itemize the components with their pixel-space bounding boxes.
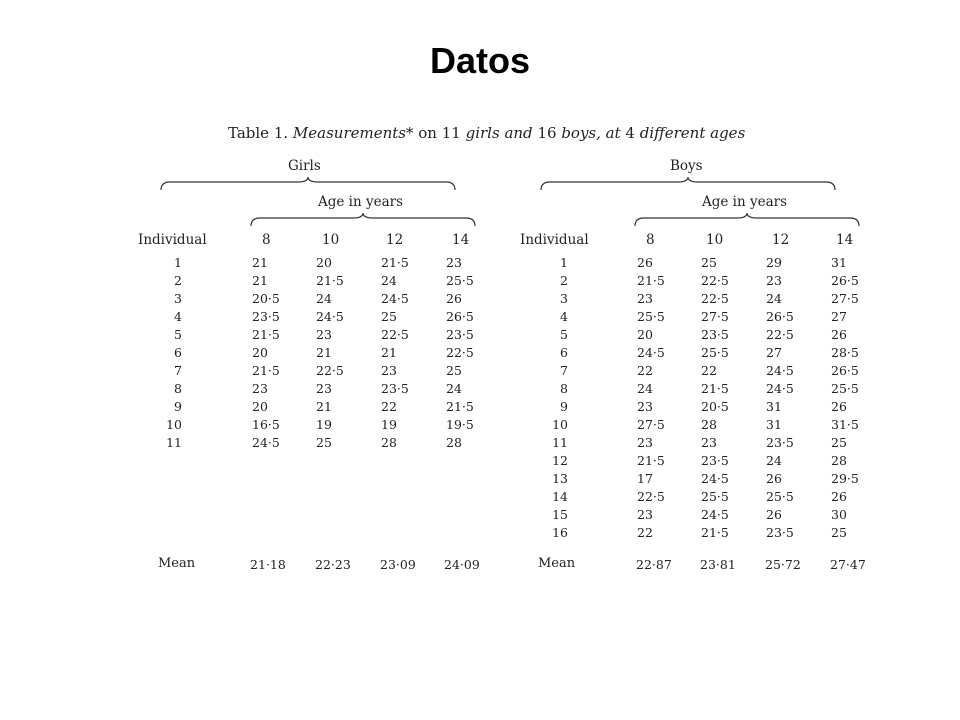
girls-measurement-cell: 23 bbox=[381, 363, 397, 378]
girls-measurement-cell: 19 bbox=[316, 417, 332, 432]
caption-normal-2: 16 bbox=[537, 124, 557, 142]
girls-age-header: 10 bbox=[322, 232, 340, 248]
girls-group-label: Girls bbox=[288, 158, 321, 174]
boys-measurement-cell: 25·5 bbox=[701, 489, 729, 504]
boys-measurement-cell: 28 bbox=[831, 453, 847, 468]
boys-individual-id: 8 bbox=[560, 381, 568, 396]
girls-individual-id: 2 bbox=[174, 273, 182, 288]
boys-mean-label: Mean bbox=[538, 556, 576, 571]
boys-individual-id: 13 bbox=[552, 471, 568, 486]
girls-measurement-cell: 22·5 bbox=[381, 327, 409, 342]
caption-normal-3: 4 bbox=[625, 124, 635, 142]
boys-measurement-cell: 24 bbox=[766, 291, 782, 306]
boys-measurement-cell: 29·5 bbox=[831, 471, 859, 486]
girls-measurement-cell: 24 bbox=[381, 273, 397, 288]
girls-measurement-cell: 22·5 bbox=[446, 345, 474, 360]
girls-individual-id: 9 bbox=[174, 399, 182, 414]
girls-individual-header: Individual bbox=[138, 232, 207, 248]
boys-individual-id: 16 bbox=[552, 525, 568, 540]
boys-measurement-cell: 25 bbox=[701, 255, 717, 270]
girls-measurement-cell: 19·5 bbox=[446, 417, 474, 432]
boys-measurement-cell: 22·5 bbox=[701, 291, 729, 306]
boys-measurement-cell: 31 bbox=[766, 399, 782, 414]
girls-measurement-cell: 24 bbox=[316, 291, 332, 306]
girls-measurement-cell: 28 bbox=[446, 435, 462, 450]
girls-measurement-cell: 21 bbox=[316, 399, 332, 414]
boys-ages-label: Age in years bbox=[702, 194, 788, 210]
boys-measurement-cell: 31 bbox=[766, 417, 782, 432]
girls-measurement-cell: 24 bbox=[446, 381, 462, 396]
table-caption bbox=[228, 124, 745, 142]
girls-measurement-cell: 22·5 bbox=[316, 363, 344, 378]
boys-measurement-cell: 23 bbox=[637, 399, 653, 414]
boys-measurement-cell: 22 bbox=[637, 363, 653, 378]
boys-measurement-cell: 28·5 bbox=[831, 345, 859, 360]
girls-measurement-cell: 16·5 bbox=[252, 417, 280, 432]
boys-measurement-cell: 26 bbox=[831, 489, 847, 504]
boys-measurement-cell: 27 bbox=[766, 345, 782, 360]
girls-ages-label: Age in years bbox=[318, 194, 404, 210]
boys-individual-id: 2 bbox=[560, 273, 568, 288]
boys-group-label: Boys bbox=[670, 158, 703, 174]
boys-measurement-cell: 24·5 bbox=[766, 381, 794, 396]
boys-measurement-cell: 21·5 bbox=[701, 381, 729, 396]
boys-measurement-cell: 26 bbox=[766, 471, 782, 486]
boys-measurement-cell: 25 bbox=[831, 435, 847, 450]
girls-measurement-cell: 25·5 bbox=[446, 273, 474, 288]
boys-measurement-cell: 21·5 bbox=[701, 525, 729, 540]
girls-measurement-cell: 23 bbox=[316, 327, 332, 342]
boys-measurement-cell: 20·5 bbox=[701, 399, 729, 414]
girls-measurement-cell: 20 bbox=[252, 399, 268, 414]
girls-individual-id: 3 bbox=[174, 291, 182, 306]
boys-measurement-cell: 30 bbox=[831, 507, 847, 522]
girls-measurement-cell: 24·5 bbox=[252, 435, 280, 450]
girls-measurement-cell: 23·5 bbox=[446, 327, 474, 342]
girls-individual-id: 10 bbox=[166, 417, 182, 432]
girls-individual-id: 5 bbox=[174, 327, 182, 342]
girls-age-header: 14 bbox=[452, 232, 470, 248]
boys-individual-id: 11 bbox=[552, 435, 568, 450]
girls-measurement-cell: 26 bbox=[446, 291, 462, 306]
boys-mean-value: 25·72 bbox=[765, 557, 801, 572]
girls-measurement-cell: 28 bbox=[381, 435, 397, 450]
boys-individual-id: 15 bbox=[552, 507, 568, 522]
girls-measurement-cell: 21 bbox=[316, 345, 332, 360]
girls-measurement-cell: 23·5 bbox=[381, 381, 409, 396]
girls-measurement-cell: 21·5 bbox=[252, 363, 280, 378]
girls-individual-id: 11 bbox=[166, 435, 182, 450]
boys-measurement-cell: 26·5 bbox=[831, 273, 859, 288]
girls-ages-brace bbox=[250, 212, 476, 228]
boys-measurement-cell: 31 bbox=[831, 255, 847, 270]
boys-measurement-cell: 23 bbox=[637, 507, 653, 522]
boys-measurement-cell: 26·5 bbox=[831, 363, 859, 378]
girls-measurement-cell: 26·5 bbox=[446, 309, 474, 324]
girls-measurement-cell: 21 bbox=[381, 345, 397, 360]
boys-measurement-cell: 23·5 bbox=[701, 327, 729, 342]
boys-measurement-cell: 24·5 bbox=[766, 363, 794, 378]
boys-measurement-cell: 22 bbox=[637, 525, 653, 540]
boys-measurement-cell: 28 bbox=[701, 417, 717, 432]
girls-measurement-cell: 20·5 bbox=[252, 291, 280, 306]
girls-individual-id: 6 bbox=[174, 345, 182, 360]
boys-measurement-cell: 25·5 bbox=[831, 381, 859, 396]
boys-individual-id: 5 bbox=[560, 327, 568, 342]
boys-measurement-cell: 26·5 bbox=[766, 309, 794, 324]
boys-age-header: 8 bbox=[646, 232, 655, 248]
girls-age-header: 12 bbox=[386, 232, 404, 248]
boys-measurement-cell: 25·5 bbox=[637, 309, 665, 324]
girls-mean-value: 21·18 bbox=[250, 557, 286, 572]
girls-measurement-cell: 21 bbox=[252, 273, 268, 288]
caption-italic-3: boys, at bbox=[561, 124, 621, 142]
boys-measurement-cell: 27·5 bbox=[701, 309, 729, 324]
girls-mean-value: 23·09 bbox=[380, 557, 416, 572]
boys-measurement-cell: 22 bbox=[701, 363, 717, 378]
boys-individual-header: Individual bbox=[520, 232, 589, 248]
caption-normal-1: on 11 bbox=[418, 124, 461, 142]
boys-measurement-cell: 23 bbox=[766, 273, 782, 288]
boys-age-header: 10 bbox=[706, 232, 724, 248]
girls-measurement-cell: 23·5 bbox=[252, 309, 280, 324]
girls-measurement-cell: 21·5 bbox=[252, 327, 280, 342]
boys-individual-id: 10 bbox=[552, 417, 568, 432]
girls-mean-label: Mean bbox=[158, 556, 196, 571]
boys-measurement-cell: 24·5 bbox=[701, 507, 729, 522]
boys-measurement-cell: 22·5 bbox=[766, 327, 794, 342]
boys-mean-value: 22·87 bbox=[636, 557, 672, 572]
boys-measurement-cell: 24·5 bbox=[637, 345, 665, 360]
girls-individual-id: 1 bbox=[174, 255, 182, 270]
girls-measurement-cell: 21·5 bbox=[381, 255, 409, 270]
boys-measurement-cell: 27·5 bbox=[831, 291, 859, 306]
boys-individual-id: 9 bbox=[560, 399, 568, 414]
boys-group-brace bbox=[540, 176, 836, 192]
girls-measurement-cell: 25 bbox=[446, 363, 462, 378]
slide-title: Datos bbox=[429, 40, 531, 81]
girls-mean-value: 24·09 bbox=[444, 557, 480, 572]
boys-individual-id: 4 bbox=[560, 309, 568, 324]
girls-measurement-cell: 24·5 bbox=[316, 309, 344, 324]
boys-measurement-cell: 21·5 bbox=[637, 453, 665, 468]
boys-measurement-cell: 29 bbox=[766, 255, 782, 270]
boys-individual-id: 14 bbox=[552, 489, 568, 504]
boys-measurement-cell: 23·5 bbox=[766, 525, 794, 540]
girls-age-header: 8 bbox=[262, 232, 271, 248]
girls-group-brace bbox=[160, 176, 456, 192]
boys-measurement-cell: 23·5 bbox=[766, 435, 794, 450]
boys-measurement-cell: 25·5 bbox=[766, 489, 794, 504]
girls-measurement-cell: 23 bbox=[252, 381, 268, 396]
boys-age-header: 12 bbox=[772, 232, 790, 248]
boys-mean-value: 23·81 bbox=[700, 557, 736, 572]
boys-individual-id: 6 bbox=[560, 345, 568, 360]
boys-measurement-cell: 22·5 bbox=[637, 489, 665, 504]
boys-measurement-cell: 25 bbox=[831, 525, 847, 540]
boys-measurement-cell: 23 bbox=[637, 291, 653, 306]
caption-italic-4: different ages bbox=[639, 124, 746, 142]
caption-italic-2: girls and bbox=[465, 124, 533, 142]
girls-measurement-cell: 25 bbox=[381, 309, 397, 324]
boys-individual-id: 3 bbox=[560, 291, 568, 306]
girls-measurement-cell: 20 bbox=[316, 255, 332, 270]
girls-individual-id: 4 bbox=[174, 309, 182, 324]
boys-measurement-cell: 24·5 bbox=[701, 471, 729, 486]
boys-measurement-cell: 26 bbox=[831, 399, 847, 414]
girls-measurement-cell: 20 bbox=[252, 345, 268, 360]
boys-measurement-cell: 23 bbox=[701, 435, 717, 450]
girls-measurement-cell: 19 bbox=[381, 417, 397, 432]
boys-individual-id: 1 bbox=[560, 255, 568, 270]
boys-measurement-cell: 31·5 bbox=[831, 417, 859, 432]
boys-ages-brace bbox=[634, 212, 860, 228]
girls-measurement-cell: 23 bbox=[446, 255, 462, 270]
boys-measurement-cell: 23 bbox=[637, 435, 653, 450]
boys-individual-id: 7 bbox=[560, 363, 568, 378]
boys-measurement-cell: 17 bbox=[637, 471, 653, 486]
boys-measurement-cell: 20 bbox=[637, 327, 653, 342]
girls-measurement-cell: 23 bbox=[316, 381, 332, 396]
boys-measurement-cell: 27 bbox=[831, 309, 847, 324]
boys-measurement-cell: 21·5 bbox=[637, 273, 665, 288]
boys-measurement-cell: 26 bbox=[637, 255, 653, 270]
girls-measurement-cell: 22 bbox=[381, 399, 397, 414]
girls-measurement-cell: 24·5 bbox=[381, 291, 409, 306]
girls-individual-id: 7 bbox=[174, 363, 182, 378]
boys-measurement-cell: 26 bbox=[831, 327, 847, 342]
caption-prefix: Table 1. bbox=[228, 124, 289, 142]
girls-measurement-cell: 21·5 bbox=[316, 273, 344, 288]
girls-measurement-cell: 21 bbox=[252, 255, 268, 270]
girls-measurement-cell: 21·5 bbox=[446, 399, 474, 414]
boys-measurement-cell: 22·5 bbox=[701, 273, 729, 288]
girls-individual-id: 8 bbox=[174, 381, 182, 396]
boys-measurement-cell: 25·5 bbox=[701, 345, 729, 360]
boys-measurement-cell: 24 bbox=[766, 453, 782, 468]
boys-measurement-cell: 27·5 bbox=[637, 417, 665, 432]
boys-mean-value: 27·47 bbox=[830, 557, 866, 572]
caption-italic-1: Measurements* bbox=[292, 124, 414, 142]
boys-age-header: 14 bbox=[836, 232, 854, 248]
girls-mean-value: 22·23 bbox=[315, 557, 351, 572]
boys-measurement-cell: 23·5 bbox=[701, 453, 729, 468]
boys-individual-id: 12 bbox=[552, 453, 568, 468]
boys-measurement-cell: 26 bbox=[766, 507, 782, 522]
girls-measurement-cell: 25 bbox=[316, 435, 332, 450]
boys-measurement-cell: 24 bbox=[637, 381, 653, 396]
